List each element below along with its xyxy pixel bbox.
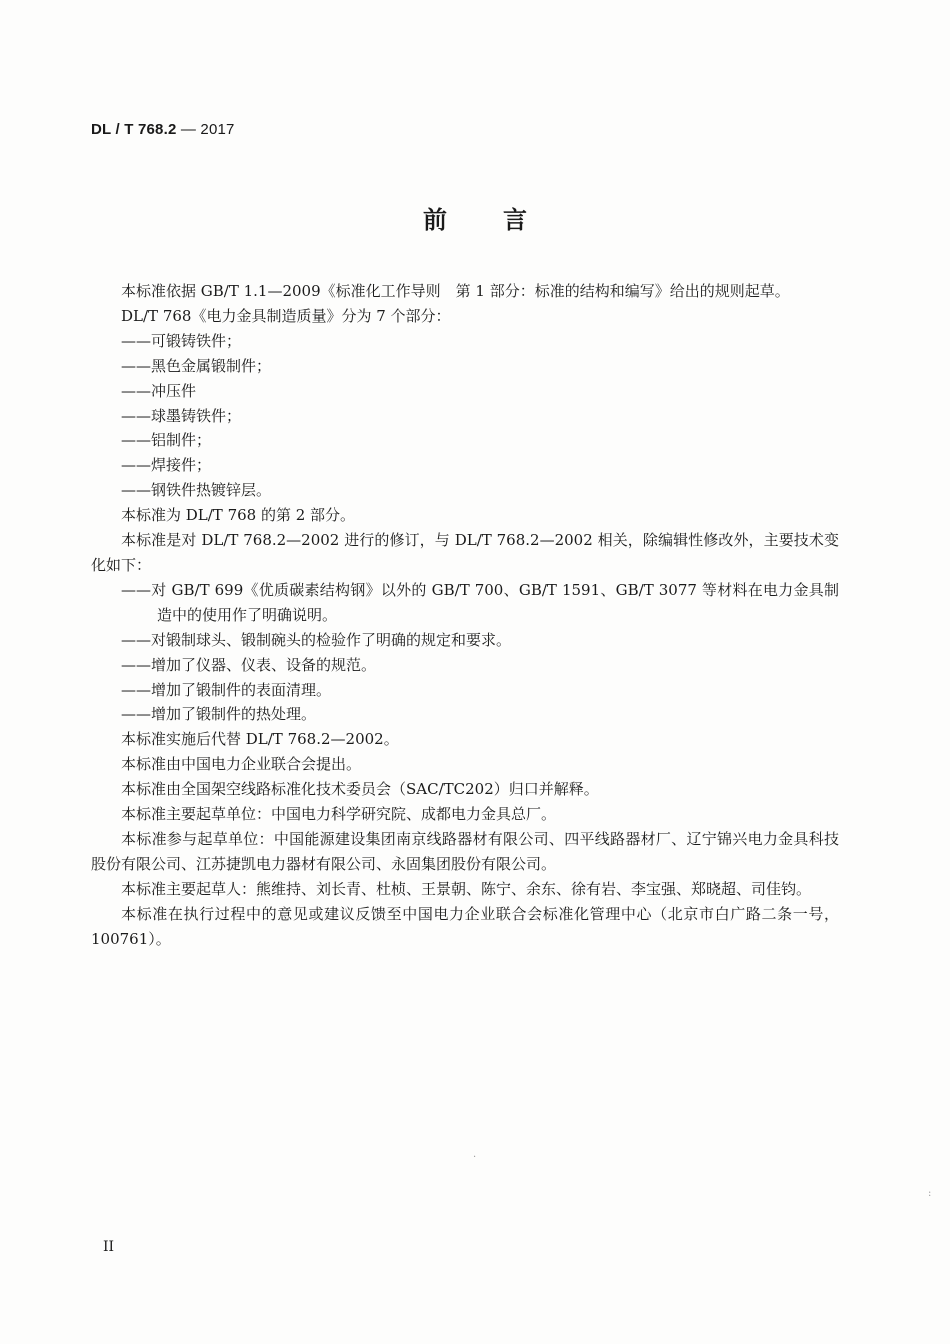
- standard-code-prefix: DL / T 768.2: [91, 121, 177, 138]
- scan-speck: :: [928, 1188, 932, 1199]
- part-item: ——铝制件；: [121, 431, 212, 450]
- part-item: ——冲压件: [121, 381, 197, 400]
- part-item: ——焊接件；: [121, 456, 212, 475]
- part-item: ——可锻铸铁件；: [121, 331, 242, 350]
- paragraph-feedback: 本标准在执行过程中的意见或建议反馈至中国电力企业联合会标准化管理中心（北京市白广路二条一号，100761）。: [91, 904, 839, 948]
- change-item: ——增加了仪器、仪表、设备的规范。: [121, 655, 377, 674]
- paragraph-replaces: 本标准实施后代替 DL/T 768.2—2002。: [121, 730, 399, 749]
- paragraph-proposer: 本标准由中国电力企业联合会提出。: [121, 755, 362, 774]
- paragraph-drafting-rules: 本标准依据 GB/T 1.1—2009《标准化工作导则 第 1 部分：标准的结构和编写》给出的规则起草。: [121, 282, 790, 300]
- paragraph-main-drafters-org: 本标准主要起草单位：中国电力科学研究院、成都电力金具总厂。: [121, 805, 557, 824]
- part-item: ——钢铁件热镀锌层。: [121, 481, 272, 500]
- paragraph-main-drafters: 本标准主要起草人：熊维持、刘长青、杜桢、王景朝、陈宁、余东、徐有岩、李宝强、郑晓超、司佳钧。: [121, 879, 812, 898]
- page-number: II: [103, 1239, 115, 1255]
- standard-code: [91, 121, 235, 138]
- page-title: 前言: [423, 206, 583, 234]
- paragraph-revision: 本标准是对 DL/T 768.2—2002 进行的修订，与 DL/T 768.2—2002 相关，除编辑性修改外，主要技术变化如下：: [91, 531, 839, 574]
- part-item: ——球墨铸铁件；: [121, 406, 242, 425]
- change-item: ——对锻制球头、锻制碗头的检验作了明确的规定和要求。: [121, 630, 512, 649]
- standard-code-year: — 2017: [176, 121, 235, 138]
- change-item: ——对 GB/T 699《优质碳素结构钢》以外的 GB/T 700、GB/T 1591、GB/T 3077 等材料在电力金具制造中的使用作了明确说明。: [121, 580, 839, 624]
- paragraph-participating-orgs: 本标准参与起草单位：中国能源建设集团南京线路器材有限公司、四平线路器材厂、辽宁锦兴电力金具科技股份有限公司、江苏捷凯电力器材有限公司、永固集团股份有限公司。: [91, 829, 839, 873]
- foreword-body: [91, 279, 839, 951]
- paragraph-part-number: 本标准为 DL/T 768 的第 2 部分。: [121, 506, 356, 525]
- paragraph-parts-intro: DL/T 768《电力金具制造质量》分为 7 个部分：: [121, 306, 451, 325]
- scan-speck: ·: [473, 1152, 477, 1163]
- change-item: ——增加了锻制件的热处理。: [121, 705, 317, 724]
- paragraph-committee: 本标准由全国架空线路标准化技术委员会（SAC/TC202）归口并解释。: [121, 780, 599, 799]
- part-item: ——黑色金属锻制件；: [121, 356, 272, 375]
- change-item: ——增加了锻制件的表面清理。: [121, 680, 332, 699]
